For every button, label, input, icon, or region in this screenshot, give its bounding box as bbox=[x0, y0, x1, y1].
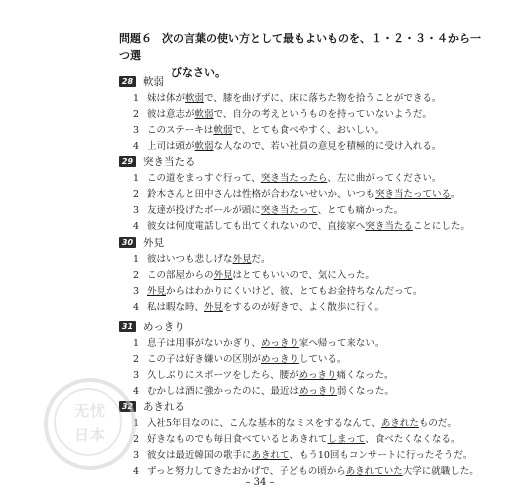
underlined-word: 外見 bbox=[213, 270, 233, 281]
vocabulary-word: 突き当たる bbox=[143, 156, 196, 168]
option-item: 3 彼女は最近韓国の歌手にあきれて、もう10回もコンサートに行ったそうだ。 bbox=[133, 450, 473, 461]
underlined-word: めっきり bbox=[261, 354, 299, 365]
question-block-31 bbox=[119, 318, 499, 400]
question-label: 問題６ bbox=[119, 32, 152, 45]
underlined-word: あきれた bbox=[380, 418, 419, 429]
underlined-word: あきれて bbox=[251, 450, 290, 461]
underlined-word: 突き当たったら bbox=[260, 173, 328, 184]
option-item: 3 外見からはわかりにくいけど、彼、とてもお金持ちなんだって。 bbox=[133, 286, 423, 297]
underlined-word: 外見 bbox=[147, 286, 167, 297]
underlined-word: しまって bbox=[327, 434, 366, 445]
question-block-30 bbox=[119, 234, 499, 316]
question-number-badge: 30 bbox=[119, 237, 136, 248]
option-item: 1 入社5年目なのに、こんな基本的なミスをするなんて、あきれたものだ。 bbox=[133, 418, 457, 429]
underlined-word: 突き当たる bbox=[365, 221, 413, 232]
option-item: 4 上司は頭が軟弱な人なので、若い社員の意見を積極的に受け入れる。 bbox=[133, 141, 442, 152]
underlined-word: 突き当たっている bbox=[375, 189, 452, 200]
question-block-32 bbox=[119, 398, 499, 480]
question-number-badge: 32 bbox=[119, 401, 136, 412]
question-instruction-line2: びなさい。 bbox=[171, 66, 226, 79]
underlined-word: 軟弱 bbox=[213, 125, 233, 136]
vocabulary-word: 外見 bbox=[143, 237, 164, 249]
question-block-29 bbox=[119, 153, 499, 235]
option-item: 1 彼はいつも悲しげな外見だ。 bbox=[133, 254, 271, 265]
question-instruction-line1: 次の言葉の使い方として最もよいものを、１・２・３・４から一つ選 bbox=[119, 32, 481, 62]
option-item: 1 この道をまっすぐ行って、突き当たったら、左に曲がってください。 bbox=[133, 173, 442, 184]
underlined-word: めっきり bbox=[299, 386, 337, 397]
option-item: 1 妹は体が軟弱で、膝を曲げずに、床に落ちた物を拾うことができる。 bbox=[133, 93, 442, 104]
question-number-badge: 29 bbox=[119, 156, 136, 167]
vocabulary-word: 軟弱 bbox=[143, 76, 164, 88]
option-item: 4 私は暇な時、外見をするのが好きで、よく散歩に行く。 bbox=[133, 302, 385, 313]
underlined-word: 軟弱 bbox=[194, 109, 214, 120]
underlined-word: 外見 bbox=[204, 302, 224, 313]
option-item: 1 息子は用事がないかぎり、めっきり家へ帰って来ない。 bbox=[133, 338, 385, 349]
underlined-word: 軟弱 bbox=[194, 141, 214, 152]
underlined-word: あきれていた bbox=[345, 466, 403, 477]
underlined-word: 外見 bbox=[232, 254, 252, 265]
vocabulary-word: めっきり bbox=[143, 321, 185, 333]
question-number-badge: 31 bbox=[119, 321, 136, 332]
option-item: 2 鈴木さんと田中さんは性格が合わないせいか、いつも突き当たっている。 bbox=[133, 189, 461, 200]
option-item: 4 彼女は何度電話しても出てくれないので、直接家へ突き当たることにした。 bbox=[133, 221, 470, 232]
option-item: 2 彼は意志が軟弱で、自分の考えというものを持っていないようだ。 bbox=[133, 109, 432, 120]
underlined-word: 軟弱 bbox=[185, 93, 205, 104]
vocabulary-word: あきれる bbox=[143, 401, 185, 413]
watermark-stamp: 无忧 日本 bbox=[44, 378, 136, 470]
option-item: 2 好きなものでも毎日食べているとあきれてしまって、食べたくなくなる。 bbox=[133, 434, 461, 445]
option-item: 3 友達が投げたボールが頭に突き当たって、とても痛かった。 bbox=[133, 205, 404, 216]
option-item: 3 このステーキは軟弱で、とても食べやすく、おいしい。 bbox=[133, 125, 384, 136]
option-item: 4 ずっと努力してきたおかげで、子どもの頃からあきれていた大学に就職した。 bbox=[133, 466, 479, 477]
underlined-word: めっきり bbox=[298, 370, 337, 381]
option-item: 4 むかしは酒に強かったのに、最近はめっきり弱くなった。 bbox=[133, 386, 394, 397]
underlined-word: 突き当たって bbox=[260, 205, 318, 216]
option-item: 3 久しぶりにスポーツをしたら、腰がめっきり痛くなった。 bbox=[133, 370, 394, 381]
question-block-28 bbox=[119, 73, 499, 155]
page-number: – 34 – bbox=[245, 477, 275, 488]
option-item: 2 この部屋からの外見はとてもいいので、気に入った。 bbox=[133, 270, 375, 281]
option-item: 2 この子は好き嫌いの区別がめっきりしている。 bbox=[133, 354, 347, 365]
underlined-word: めっきり bbox=[261, 338, 299, 349]
question-number-badge: 28 bbox=[119, 76, 136, 87]
